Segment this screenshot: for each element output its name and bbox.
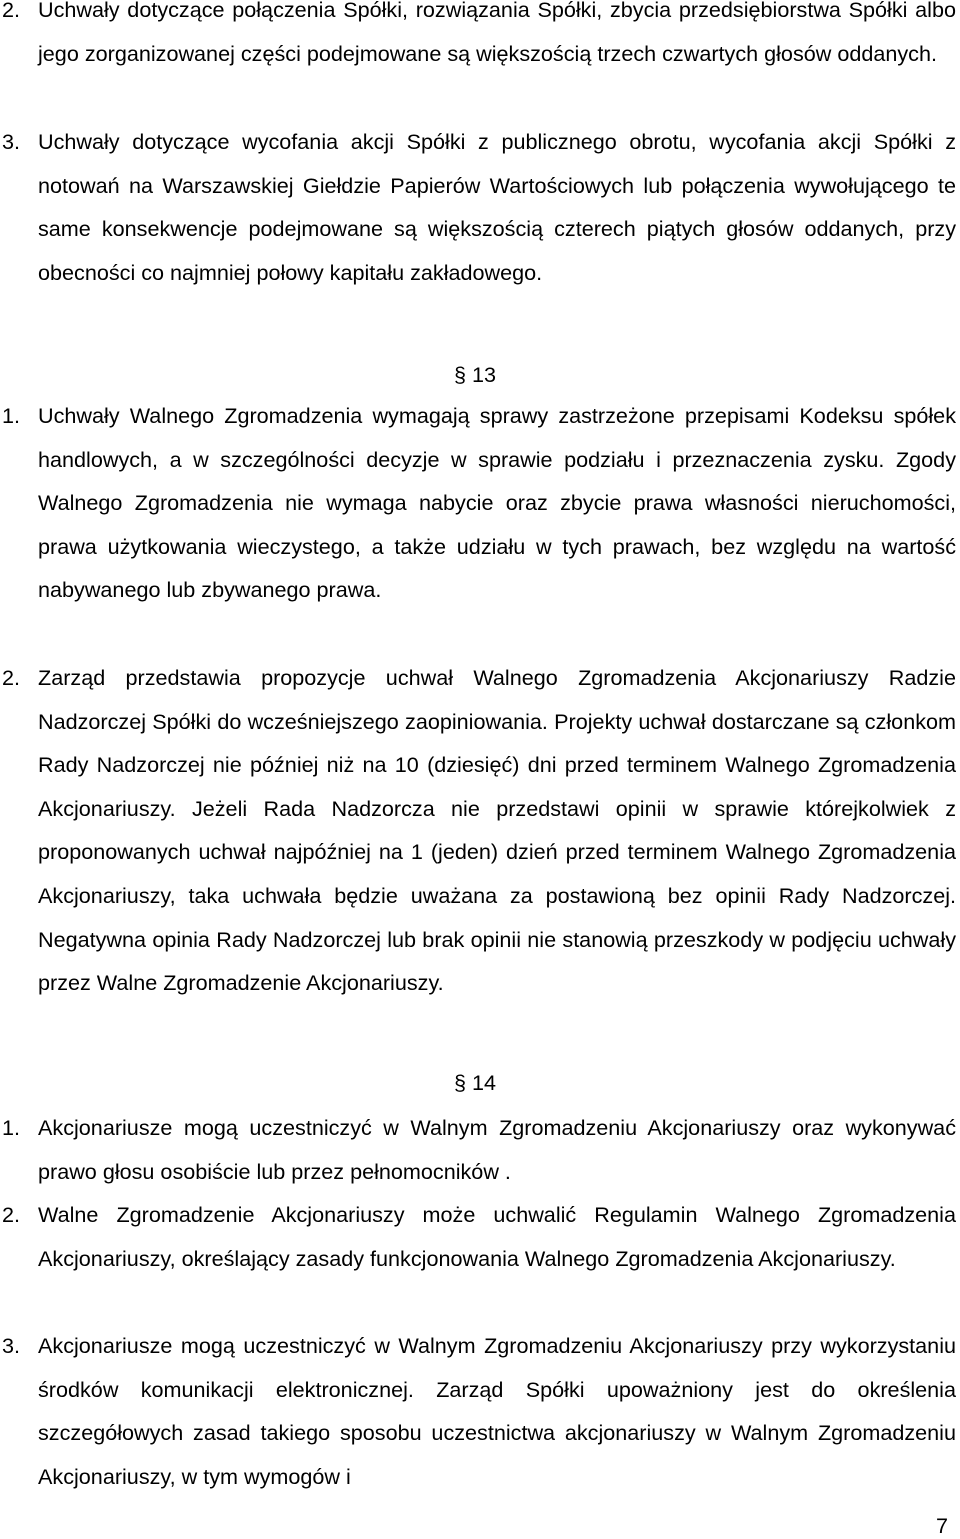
paragraph-text: Akcjonariusze mogą uczestniczyć w Walnym Zgromadzeniu Akcjonariuszy przy wykorzystaniu środków komunikacji elektronicznej. Zarząd Spółki upoważniony jest do określenia szczegółowych zasad takiego sposobu uczestnictwa akcjonariuszy w Walnym Zgromadzeniu Akcjonariuszy, w tym wymogów i <box>38 1333 956 1489</box>
paragraph-1 <box>0 1106 956 1193</box>
paragraph-number: 2. <box>2 1202 21 1227</box>
paragraph-2 <box>0 0 956 75</box>
paragraph-2 <box>0 656 956 1005</box>
paragraph-3 <box>0 120 956 294</box>
paragraph-number: 2. <box>2 665 21 690</box>
paragraph-number: 3. <box>2 1333 21 1358</box>
paragraph-3 <box>0 1324 956 1498</box>
paragraph-text: Uchwały Walnego Zgromadzenia wymagają sprawy zastrzeżone przepisami Kodeksu spółek handlowych, a w szczególności decyzje w sprawie podziału i przeznaczenia zysku. Zgody Walnego Zgromadzenia nie wymaga nabycie oraz zbycie prawa własności nieruchomości, prawa użytkowania wieczystego, a także udziału w tych prawach, bez względu na wartość nabywanego lub zbywanego prawa. <box>38 403 956 603</box>
paragraph-1 <box>0 394 956 612</box>
page-number: 7 <box>936 1513 949 1538</box>
paragraph-number: 1. <box>2 403 21 428</box>
paragraph-2 <box>0 1193 956 1280</box>
paragraph-text: Uchwały dotyczące wycofania akcji Spółki z publicznego obrotu, wycofania akcji Spółki z notowań na Warszawskiej Giełdzie Papierów Wartościowych lub połączenia wywołującego te same konsekwencje podejmowane są większością czterech piątych głosów oddanych, przy obecności co najmniej połowy kapitału zakładowego. <box>38 129 956 285</box>
paragraph-number: 3. <box>2 129 21 154</box>
paragraph-text: Zarząd przedstawia propozycje uchwał Walnego Zgromadzenia Akcjonariuszy Radzie Nadzorczej Spółki do wcześniejszego zaopiniowania. Projekty uchwał dostarczane są członkom Rady Nadzorczej nie później niż na 10 (dziesięć) dni przed terminem Walnego Zgromadzenia Akcjonariuszy. Jeżeli Rada Nadzorcza nie przedstawi opinii w sprawie którejkolwiek z proponowanych uchwał najpóźniej na 1 (jeden) dzień przed terminem Walnego Zgromadzenia Akcjonariuszy, taka uchwała będzie uważana za postawioną bez opinii Rady Nadzorczej. Negatywna opinia Rady Nadzorczej lub brak opinii nie stanowią przeszkody w podjęciu uchwały przez Walne Zgromadzenie Akcjonariuszy. <box>38 665 956 996</box>
paragraph-text: Uchwały dotyczące połączenia Spółki, rozwiązania Spółki, zbycia przedsiębiorstwa Spółki albo jego zorganizowanej części podejmowane są większością trzech czwartych głosów oddanych. <box>38 0 956 66</box>
section-heading-13: § 13 <box>454 362 497 387</box>
paragraph-text: Akcjonariusze mogą uczestniczyć w Walnym Zgromadzeniu Akcjonariuszy oraz wykonywać prawo głosu osobiście lub przez pełnomocników . <box>38 1115 956 1184</box>
paragraph-text: Walne Zgromadzenie Akcjonariuszy może uchwalić Regulamin Walnego Zgromadzenia Akcjonariuszy, określający zasady funkcjonowania Walnego Zgromadzenia Akcjonariuszy. <box>38 1202 956 1271</box>
section-heading-14: § 14 <box>454 1070 497 1095</box>
paragraph-number: 1. <box>2 1115 21 1140</box>
paragraph-number: 2. <box>2 0 21 22</box>
